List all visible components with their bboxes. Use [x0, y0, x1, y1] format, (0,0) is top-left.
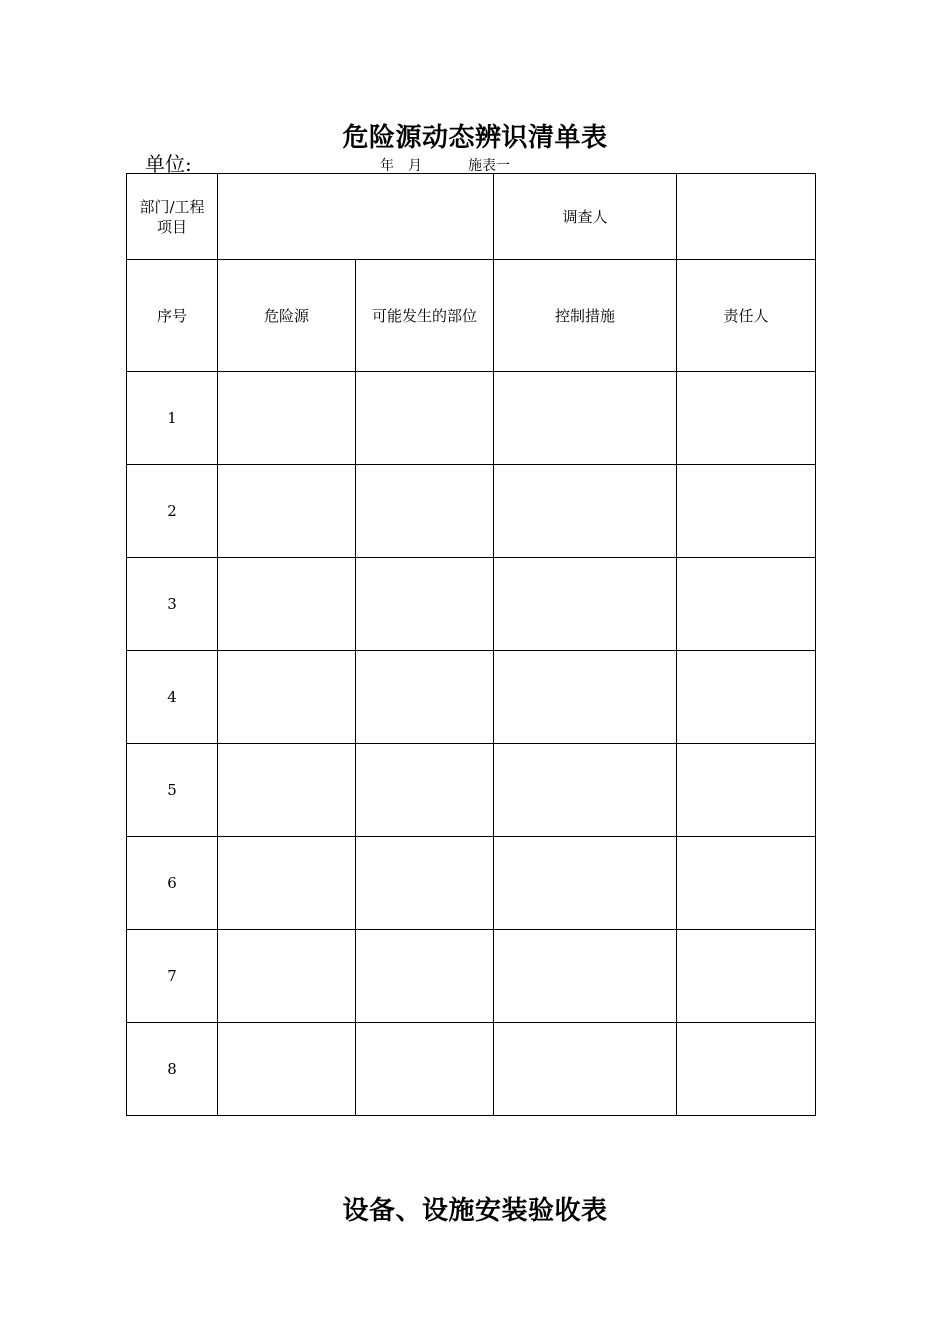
table-row [127, 651, 816, 744]
responsible-cell[interactable] [677, 372, 816, 465]
column-header-measures: 控制措施 [494, 260, 677, 372]
location-cell[interactable] [356, 372, 494, 465]
measures-cell[interactable] [494, 744, 677, 837]
dept-value-cell[interactable] [218, 174, 494, 260]
responsible-cell[interactable] [677, 465, 816, 558]
hazard-cell[interactable] [218, 465, 356, 558]
table-row [127, 372, 816, 465]
table-row [127, 558, 816, 651]
column-header-location: 可能发生的部位 [356, 260, 494, 372]
hazard-cell[interactable] [218, 744, 356, 837]
location-cell[interactable] [356, 651, 494, 744]
location-cell[interactable] [356, 744, 494, 837]
column-header-row [127, 260, 816, 372]
year-label: 年 [380, 158, 394, 174]
hazard-cell[interactable] [218, 372, 356, 465]
location-cell[interactable] [356, 465, 494, 558]
measures-cell[interactable] [494, 837, 677, 930]
column-header-no: 序号 [127, 260, 218, 372]
measures-cell[interactable] [494, 465, 677, 558]
dept-label-line2: 项目 [156, 217, 187, 236]
responsible-cell[interactable] [677, 651, 816, 744]
unit-label: 单位: [145, 152, 192, 176]
hazard-table [126, 173, 816, 1116]
row-number: 7 [127, 930, 218, 1023]
row-number: 5 [127, 744, 218, 837]
next-section-title: 设备、设施安装验收表 [342, 1196, 608, 1226]
investigator-label: 调查人 [494, 174, 677, 260]
responsible-cell[interactable] [677, 558, 816, 651]
page-title: 危险源动态辨识清单表 [342, 123, 608, 153]
month-label: 月 [408, 158, 422, 174]
dept-label-line1: 部门/工程 [139, 197, 205, 216]
responsible-cell[interactable] [677, 837, 816, 930]
location-cell[interactable] [356, 1023, 494, 1116]
table-row [127, 744, 816, 837]
row-number: 1 [127, 372, 218, 465]
location-cell[interactable] [356, 558, 494, 651]
investigator-value-cell[interactable] [677, 174, 816, 260]
measures-cell[interactable] [494, 558, 677, 651]
location-cell[interactable] [356, 837, 494, 930]
hazard-cell[interactable] [218, 1023, 356, 1116]
measures-cell[interactable] [494, 372, 677, 465]
table-row [127, 1023, 816, 1116]
row-number: 2 [127, 465, 218, 558]
column-header-responsible: 责任人 [677, 260, 816, 372]
column-header-hazard: 危险源 [218, 260, 356, 372]
hazard-cell[interactable] [218, 651, 356, 744]
row-number: 4 [127, 651, 218, 744]
row-number: 8 [127, 1023, 218, 1116]
table-row [127, 837, 816, 930]
hazard-cell[interactable] [218, 930, 356, 1023]
dept-label-cell [127, 174, 218, 260]
hazard-cell[interactable] [218, 837, 356, 930]
measures-cell[interactable] [494, 651, 677, 744]
row-number: 3 [127, 558, 218, 651]
form-code: 施表一 [468, 158, 510, 174]
measures-cell[interactable] [494, 930, 677, 1023]
responsible-cell[interactable] [677, 930, 816, 1023]
responsible-cell[interactable] [677, 1023, 816, 1116]
date-line [380, 155, 524, 175]
hazard-cell[interactable] [218, 558, 356, 651]
header-row-dept [127, 174, 816, 260]
measures-cell[interactable] [494, 1023, 677, 1116]
location-cell[interactable] [356, 930, 494, 1023]
row-number: 6 [127, 837, 218, 930]
table-row [127, 930, 816, 1023]
responsible-cell[interactable] [677, 744, 816, 837]
table-row [127, 465, 816, 558]
